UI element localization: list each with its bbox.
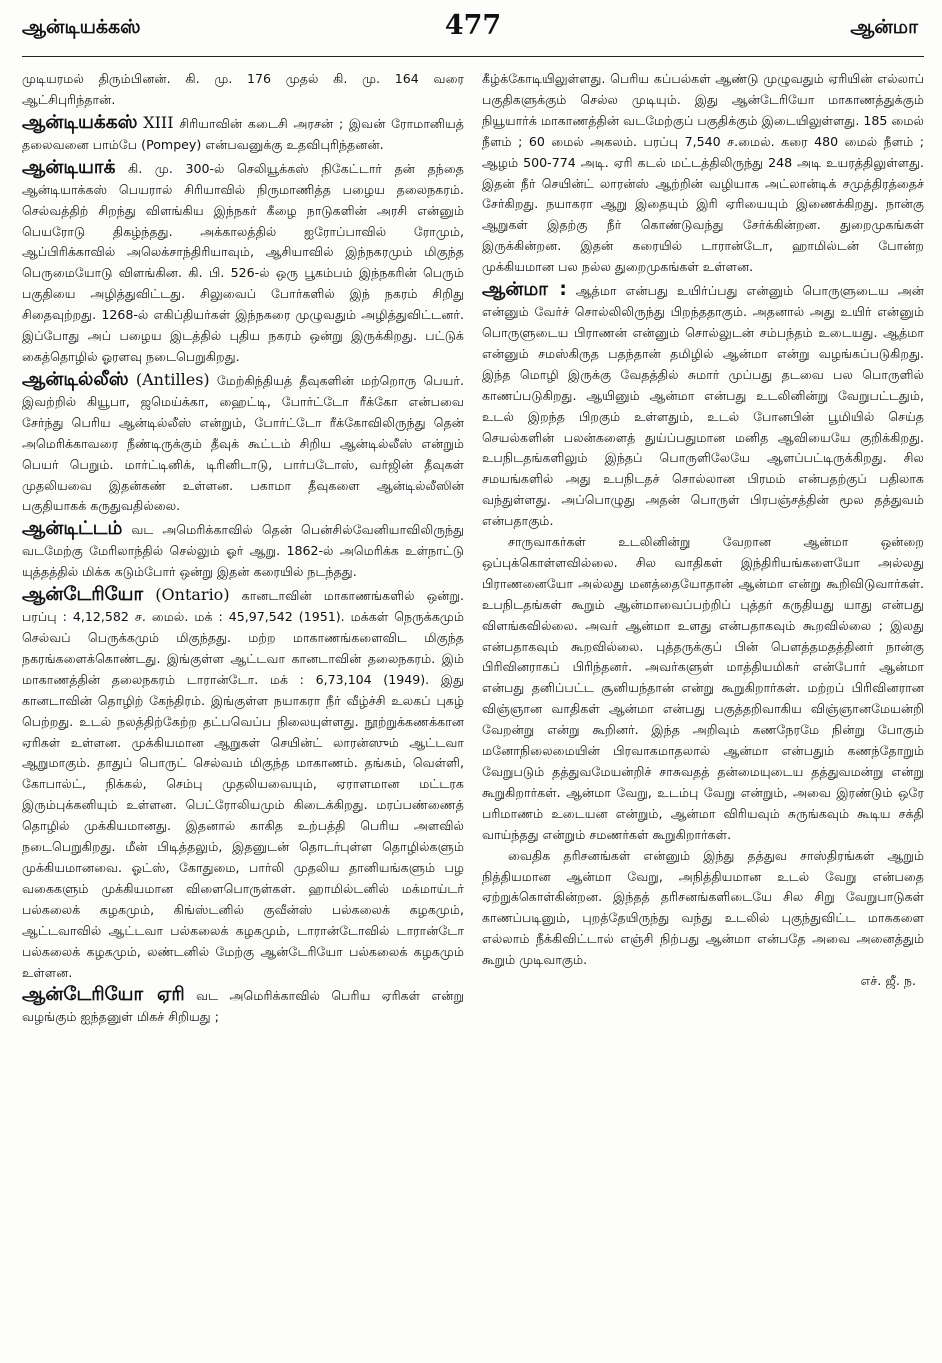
paragraph: வைதிக தரிசனங்கள் என்னும் இந்து தத்துவ சாஸ்திரங்கள் ஆறும் நித்தியமான ஆன்மா வேறு, அநித்தியமான உடல் வேறு என்பதை ஏற்றுக்கொள்கின்றன. இந்தத் தரிசனங்களிடையே சில சிறு வேறுபாடுகள் காணப்படினும், புறத்தேயிருந்து வந்து உடலில் புகுந்துவிட்ட மாசுகளை எல்லாம் நீக்கிவிட்டால் எஞ்சி நிற்பது ஆன்மா என்பதே அவை அனைத்தும் கூறும் முடிவாகும். [482,847,924,968]
entry-antilles [22,368,464,517]
entry-latin: (Antilles) [135,369,210,389]
entry-body: கி. மு. 300-ல் செலியூக்கஸ் நிகேட்டார் தன் தந்தை ஆன்டியாக்கஸ் பெயரால் சிரியாவில் நிருமாணித்த பழைய தலைநகரம். செல்வத்திற் சிறந்து விளங்கிய இந்நகர் கீழை நாடுகளின் அரசி என்னும் பெயரோடு திகழ்ந்தது. அக்காலத்தில் ஐரோப்பாவில் ரோமும், ஆப்பிரிக்காவில் அலெக்சாந்திரியாவும், ஆசியாவில் இந்நகரமும் மிகுந்த பெருமையோடு விளங்கின. கி. பி. 526-ல் ஒரு பூகம்பம் இந்நகரின் பெரும் பகுதியை அழித்துவிட்டது. சிலுவைப் போர்களில் இந் நகரம் சிறிது சிதைவுற்றது. 1268-ல் எகிப்தியர்கள் இந்நகரை முழுவதும் அழித்துவிட்டனர். இப்போது அப் பழைய இடத்தில் புதிய நகரம் ஒன்று இருக்கிறது. பட்டுக் கைத்தொழில் ஓரளவு நடைபெறுகிறது. [22,160,464,364]
entry-latin: (Ontario) [155,585,230,605]
paragraph: சாருவாகர்கள் உடலினின்று வேறான ஆன்மா ஒன்றை ஒப்புக்கொள்ளவில்லை. சில வாதிகள் இந்திரியங்களையோ அல்லது பிராணனையோ அல்லது மனத்தையோதான் ஆன்மா என்று கூறிவிடுவார்கள். உபநிடதங்கள் கூறும் ஆன்மாவைப்பற்றிப் புத்தர் கருதியது யாது என்பது விளங்கவில்லை. அவர் ஆன்மா உளது என்பதாகவும் கூறவில்லை ; இலது என்பதாகவும் கூறவில்லை. புத்தருக்குப் பின் பௌத்தமதத்தினர் நான்கு பிரிவினராகப் பிரிந்தனர். அவர்களுள் மாத்தியமிகர் என்போர் ஆன்மா என்பது தனிப்பட்ட சூனியந்தான் என்று கூறுகிறார்கள். மற்றப் பிரிவினரான விஞ்ஞான வாதிகள் ஆன்மா என்பது பகுத்தறிவாகிய விஞ்ஞானமேயன்றி வேறன்று என்று கூறினர். இந்த அறிவும் கணநேரமே நின்று போகும் மனோநிலைமையின் பிரவாகமாதலால் ஆன்மா என்பதும் கணந்தோறும் வேறுபடும் தத்துவமேயன்றிச் சாசுவதத் தன்மையுடைய தத்துவமன்று என்று கூறுகிறார்கள். ஆன்மா வேறு, உடம்பு வேறு என்றும், அவை இரண்டும் ஒரே பரிமாணம் உடையன என்றும், ஆன்மா விரியவும் சுருங்கவும் கூடிய சக்தி வாய்ந்தது என்றும் சமணர்கள் கூறுகிறார்கள். [482,534,924,842]
entry-atma [482,278,924,532]
continuation-text: முடியரமல் திரும்பினன். கி. மு. 176 முதல் கி. மு. 164 வரை ஆட்சிபுரிந்தான். [22,71,464,107]
entry-headword: ஆன்டேரியோ ஏரி [22,984,185,1006]
page-header [22,10,924,57]
entry-headword: ஆன்டேரியோ [22,584,144,606]
entry-headword: ஆன்டில்லீஸ் [22,368,129,390]
page-number: 477 [444,10,502,41]
entry-headword: ஆன்டியாக் [22,156,116,178]
entry-headword: ஆன்டிட்டம் [22,518,123,540]
left-column [22,69,464,1359]
entry-antioch [22,156,464,368]
entry-antietam [22,517,464,583]
entry-ontario [22,583,464,983]
author-signature: எச். ஜீ. ந. [860,973,916,989]
continuation-text: கீழ்க்கோடியிலுள்ளது. பெரிய கப்பல்கள் ஆண்டு முழுவதும் ஏரியின் எல்லாப் பகுதிகளுக்கும் செல்ல முடியும். இது ஆன்டேரியோ மாகாணத்துக்கும் நியூயார்க் மாகாணத்தின் வடமேற்குப் பகுதிக்கும் இடையிலுள்ளது. 185 மைல் நீளம் ; 60 மைல் அகலம். பரப்பு 7,540 ச.மைல். கரை 480 மைல் நீளம் ; ஆழம் 500-774 அடி. ஏரி கடல் மட்டத்திலிருந்து 248 அடி உயரத்திலுள்ளது. இதன் நீர் செயின்ட் லாரன்ஸ் ஆற்றின் வழியாக அட்லான்டிக் சமுத்திரத்தைச் சேர்கிறது. நயாகரா ஆறு இதையும் இரி ஏரியையும் இணைக்கிறது. நான்கு ஆறுகள் இதற்கு நீர் கொண்டுவந்து சேர்க்கின்றன. துறைமுகங்கள் இருக்கின்றன. இதன் கரையில் டாரான்டோ, ஹாமில்டன் போன்ற முக்கியமான பல நல்ல துறைமுகங்கள் உள்ளன. [482,71,924,275]
text-columns [22,69,924,1359]
entry-headword: ஆன்மா : [482,279,567,301]
entry-body: மேற்கிந்தியத் தீவுகளின் மற்றொரு பெயர். இவற்றில் கியூபா, ஜமெய்க்கா, ஹைட்டி, போர்ட்டோ ரீக்கோ என்பவை சேர்ந்து பெரிய ஆன்டில்லீஸ் என்றும், போர்ட்டோ ரீக்கோவிலிருந்து தென் அமெரிக்காவரை நீண்டிருக்கும் தீவுக் கூட்டம் சிறிய ஆன்டில்லீஸ் என்றும் பெயர் பெறும். மார்ட்டினிக், டிரினிடாடு, பார்படோஸ், வர்ஜின் தீவுகள் முதலியவை இதன்கண் உள்ளன. பகாமா தீவுகளை ஆன்டில்லீஸின் பகுதியாகக் கருதுவதில்லை. [22,372,464,514]
entry-body: ஆத்மா என்பது உயிர்ப்பது என்னும் பொருளுடைய அன் என்னும் வேர்ச் சொல்லிலிருந்து பிறந்ததாகும். அதனால் அது உயிர் என்னும் பொருளுடைய பிராணன் என்னும் சொல்லுடன் சம்பந்தம் உடையது. ஆத்மா என்னும் சமஸ்கிருத பதந்தான் தமிழில் ஆன்மா என்று வழங்கப்படுகிறது. இந்த மொழி இருக்கு வேதத்தில் சுமார் முப்பது தடவை பல பொருளில் காணப்படுகிறது. ஆயினும் ஆன்மா என்பது உடலினின்று வேறுபட்டதும், உடல் இறந்த பிறகும் உள்ளதும், உடல் போனபின் பூமியில் செய்த செயல்களின் பலன்களைத் துய்ப்பதுமான மனித ஆவியையே குறிக்கிறது. உபநிடதங்களிலும் இந்தப் பொருளிலேயே ஆளப்பட்டிருக்கிறது. சில சமயங்களில் அது உபநிடதச் சொல்லான பிரமம் என்பதற்குப் பதிலாக வந்துள்ளது. அப்பொழுது அதன் பொருள் பிரபஞ்சத்தின் மூல தத்துவம் என்பதாகும். [482,283,924,529]
entry-lake-ontario [22,983,464,1028]
running-head-left: ஆன்டியக்கஸ் [22,16,141,38]
entry-body: வட அமெரிக்காவில் பெரிய ஏரிகள் என்று வழங்கும் ஐந்தனுள் மிகச் சிறியது ; [22,988,464,1025]
entry-body: கானடாவின் மாகாணங்களில் ஒன்று. பரப்பு : 4,12,582 ச. மைல். மக் : 45,97,542 (1951). மக்கள் நெருக்கமும் செல்வப் பெருக்கமும் மிகுந்தது. மற்ற மாகாணங்களைவிட மிகுந்த நகரங்களைக்கொண்டது. இங்குள்ள ஆட்டவா கானடாவின் தலைநகரம். இம் மாகாணத்தின் தலைநகரம் டாரான்டோ. மக் : 6,73,104 (1949). இது கானடாவின் தொழிற் கேந்திரம். இங்குள்ள நயாகரா நீர் வீழ்ச்சி உலகப் புகழ் பெற்றது. உடல் நலத்திற்கேற்ற தட்பவெப்ப நிலையுள்ளது. நூற்றுக்கணக்கான ஏரிகள் உள்ளன. முக்கியமான ஆறுகள் செயின்ட் லாரன்ஸும் ஆட்டவா ஆறுமாகும். தாதுப் பொருட் செல்வம் மிகுந்த மாகாணம். தங்கம், வெள்ளி, கோபால்ட், நிக்கல், செம்பு முதலியவையும், ஏராளமான மட்டரக இரும்புக்கனியும் உள்ளன. பெட்ரோலியமும் கிடைக்கிறது. மரப்பண்ணைத் தொழில் முக்கியமானது. இதனால் காகித உற்பத்தி பெரிய அளவில் நடைபெறுகிறது. மீன் பிடித்தலும், இதனுடன் தொடர்புள்ள தொழில்களும் முக்கியமானவை. ஓட்ஸ், கோதுமை, பார்லி முதலிய தானியங்களும் பழ வகைகளும் முக்கியமான விளைபொருள்கள். ஹாமில்டனில் மக்மாய்டர் பல்கலைக் கழகமும், கிங்ஸ்டனில் குவீன்ஸ் பல்கலைக் கழகமும், ஆட்டவாவில் ஆட்டவா பல்கலைக் கழகமும், டாரான்டோவில் டாரான்டோ பல்கலைக் கழகமும், லண்டனில் மேற்கு ஆன்டேரியோ பல்கலைக் கழகமும் உள்ளன. [22,588,464,980]
entry-latin: XIII [143,112,174,132]
entry-headword: ஆன்டியக்கஸ் [22,111,138,133]
entry-body: வட அமெரிக்காவில் தென் பென்சில்வேனியாவிலிருந்து வடமேற்கு மேரிலாந்தில் செல்லும் ஓர் ஆறு. 1862-ல் அமெரிக்க உள்நாட்டு யுத்தத்தில் மிக்க கடும்போர் ஒன்று இதன் கரையில் நடந்தது. [22,522,464,580]
entry-body: சிரியாவின் கடைசி அரசன் ; இவன் ரோமானியத் தலைவனை பாம்பே (Pompey) என்பவனுக்கு உதவிபுரிந்தனன். [22,115,464,152]
entry-antiochus-xiii [22,111,464,156]
running-head-right: ஆன்மா [850,16,918,38]
right-column [482,69,924,1359]
